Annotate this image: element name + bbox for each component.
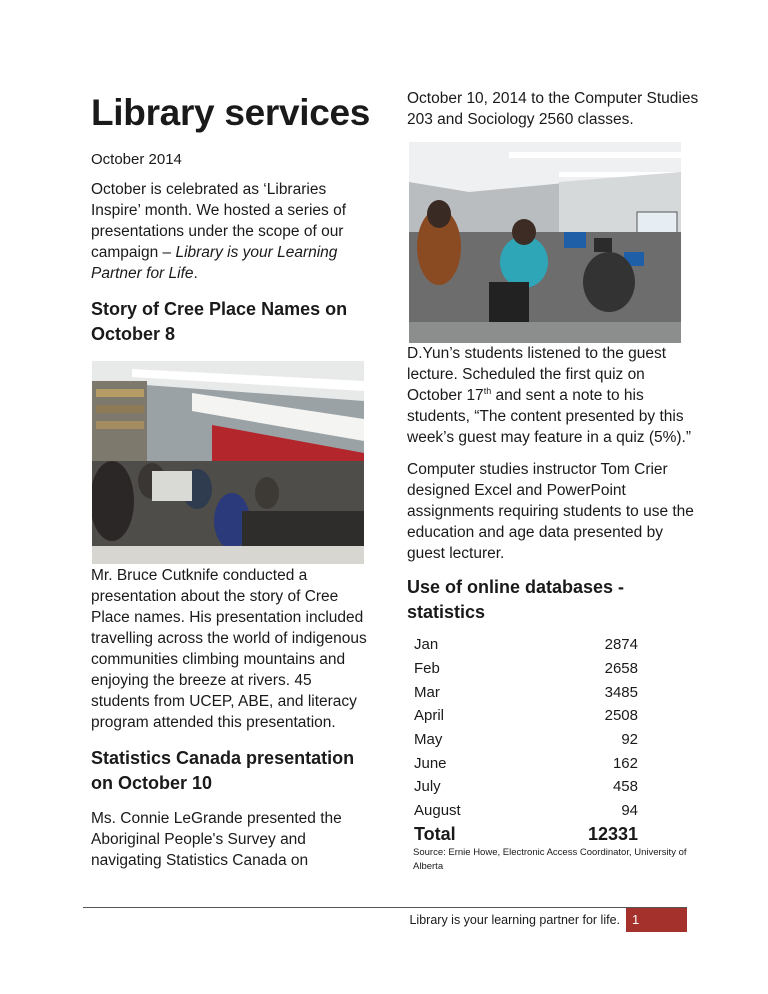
lab-caption-a: D.Yun’s students listened to the guest lecture. Scheduled the first quiz on October 17 <box>407 345 667 404</box>
stats-row <box>407 704 638 728</box>
total-label: Total <box>414 823 456 844</box>
stats-heading: Use of online databases - statistics <box>407 577 625 622</box>
stats-value: 2874 <box>604 636 638 654</box>
cree-presentation-photo <box>92 361 364 564</box>
left-column <box>91 90 373 871</box>
stats-row <box>407 680 638 704</box>
computer-lab-photo <box>409 142 681 343</box>
stats-row <box>407 633 638 657</box>
stats-month: April <box>414 707 445 725</box>
stats-row <box>407 799 638 823</box>
lab-caption-b: and sent a note to his students, “The content presented by this week’s guest may feature in a quiz (5%).” <box>407 387 692 446</box>
stats-month: Jan <box>414 636 439 654</box>
stats-month: Feb <box>414 660 440 678</box>
total-row <box>407 823 638 847</box>
stats-value: 2658 <box>604 660 638 678</box>
statcan-body-left: Ms. Connie LeGrande presented the Aboriginal People's Survey and navigating Statistics Canada on <box>91 810 342 869</box>
lab-caption-sup: th <box>483 385 492 396</box>
cree-body: Mr. Bruce Cutknife conducted a presentation about the story of Cree Place names. His presentation included travelling across the world of indigenous communities climbing mountains and enjoying the breeze at rivers. 45 students from UCEP, ABE, and literacy program attended this presentation. <box>91 567 367 731</box>
database-stats-table <box>407 633 638 846</box>
stats-value: 94 <box>621 802 638 820</box>
classroom-photo-image <box>92 361 364 564</box>
intro-text: October is celebrated as ‘Libraries Inspire’ month. We hosted a series of presentations under the scope of our campaign – <box>91 181 347 261</box>
footer-tagline: Library is your learning partner for life. <box>409 913 620 927</box>
stats-row <box>407 728 638 752</box>
stats-value: 92 <box>621 731 638 749</box>
page-number: 1 <box>626 908 687 932</box>
lab-caption <box>407 343 699 448</box>
issue-date: October 2014 <box>91 151 182 168</box>
stats-row <box>407 657 638 681</box>
section-heading-statcan: Statistics Canada presentation on October 10 <box>91 748 355 793</box>
source-note: Source: Ernie Howe, Electronic Access Coordinator, University of Alberta <box>413 847 687 873</box>
stats-month: May <box>414 731 443 749</box>
stats-value: 458 <box>612 778 638 796</box>
page-title: Library services <box>91 92 371 133</box>
statcan-body-right: October 10, 2014 to the Computer Studies 203 and Sociology 2560 classes. <box>407 90 699 128</box>
assignment-paragraph: Computer studies instructor Tom Crier designed Excel and PowerPoint assignments requiring students to use the education and age data presented by guest lecturer. <box>407 461 694 562</box>
stats-row <box>407 775 638 799</box>
footer-divider <box>83 907 687 908</box>
stats-month: August <box>414 802 461 820</box>
computer-lab-image <box>409 142 681 343</box>
section-heading-cree: Story of Cree Place Names on October 8 <box>91 299 348 344</box>
stats-month: July <box>414 778 441 796</box>
stats-month: Mar <box>414 683 440 701</box>
intro-paragraph <box>91 179 373 284</box>
total-value: 12331 <box>587 823 638 844</box>
stats-month: June <box>414 754 447 772</box>
stats-value: 2508 <box>604 707 638 725</box>
intro-end: . <box>193 265 198 282</box>
right-column <box>407 88 699 874</box>
stats-row <box>407 751 638 775</box>
stats-value: 3485 <box>604 683 638 701</box>
stats-value: 162 <box>612 754 638 772</box>
campaign-name: Library is your Learning Partner for Life <box>91 244 338 282</box>
